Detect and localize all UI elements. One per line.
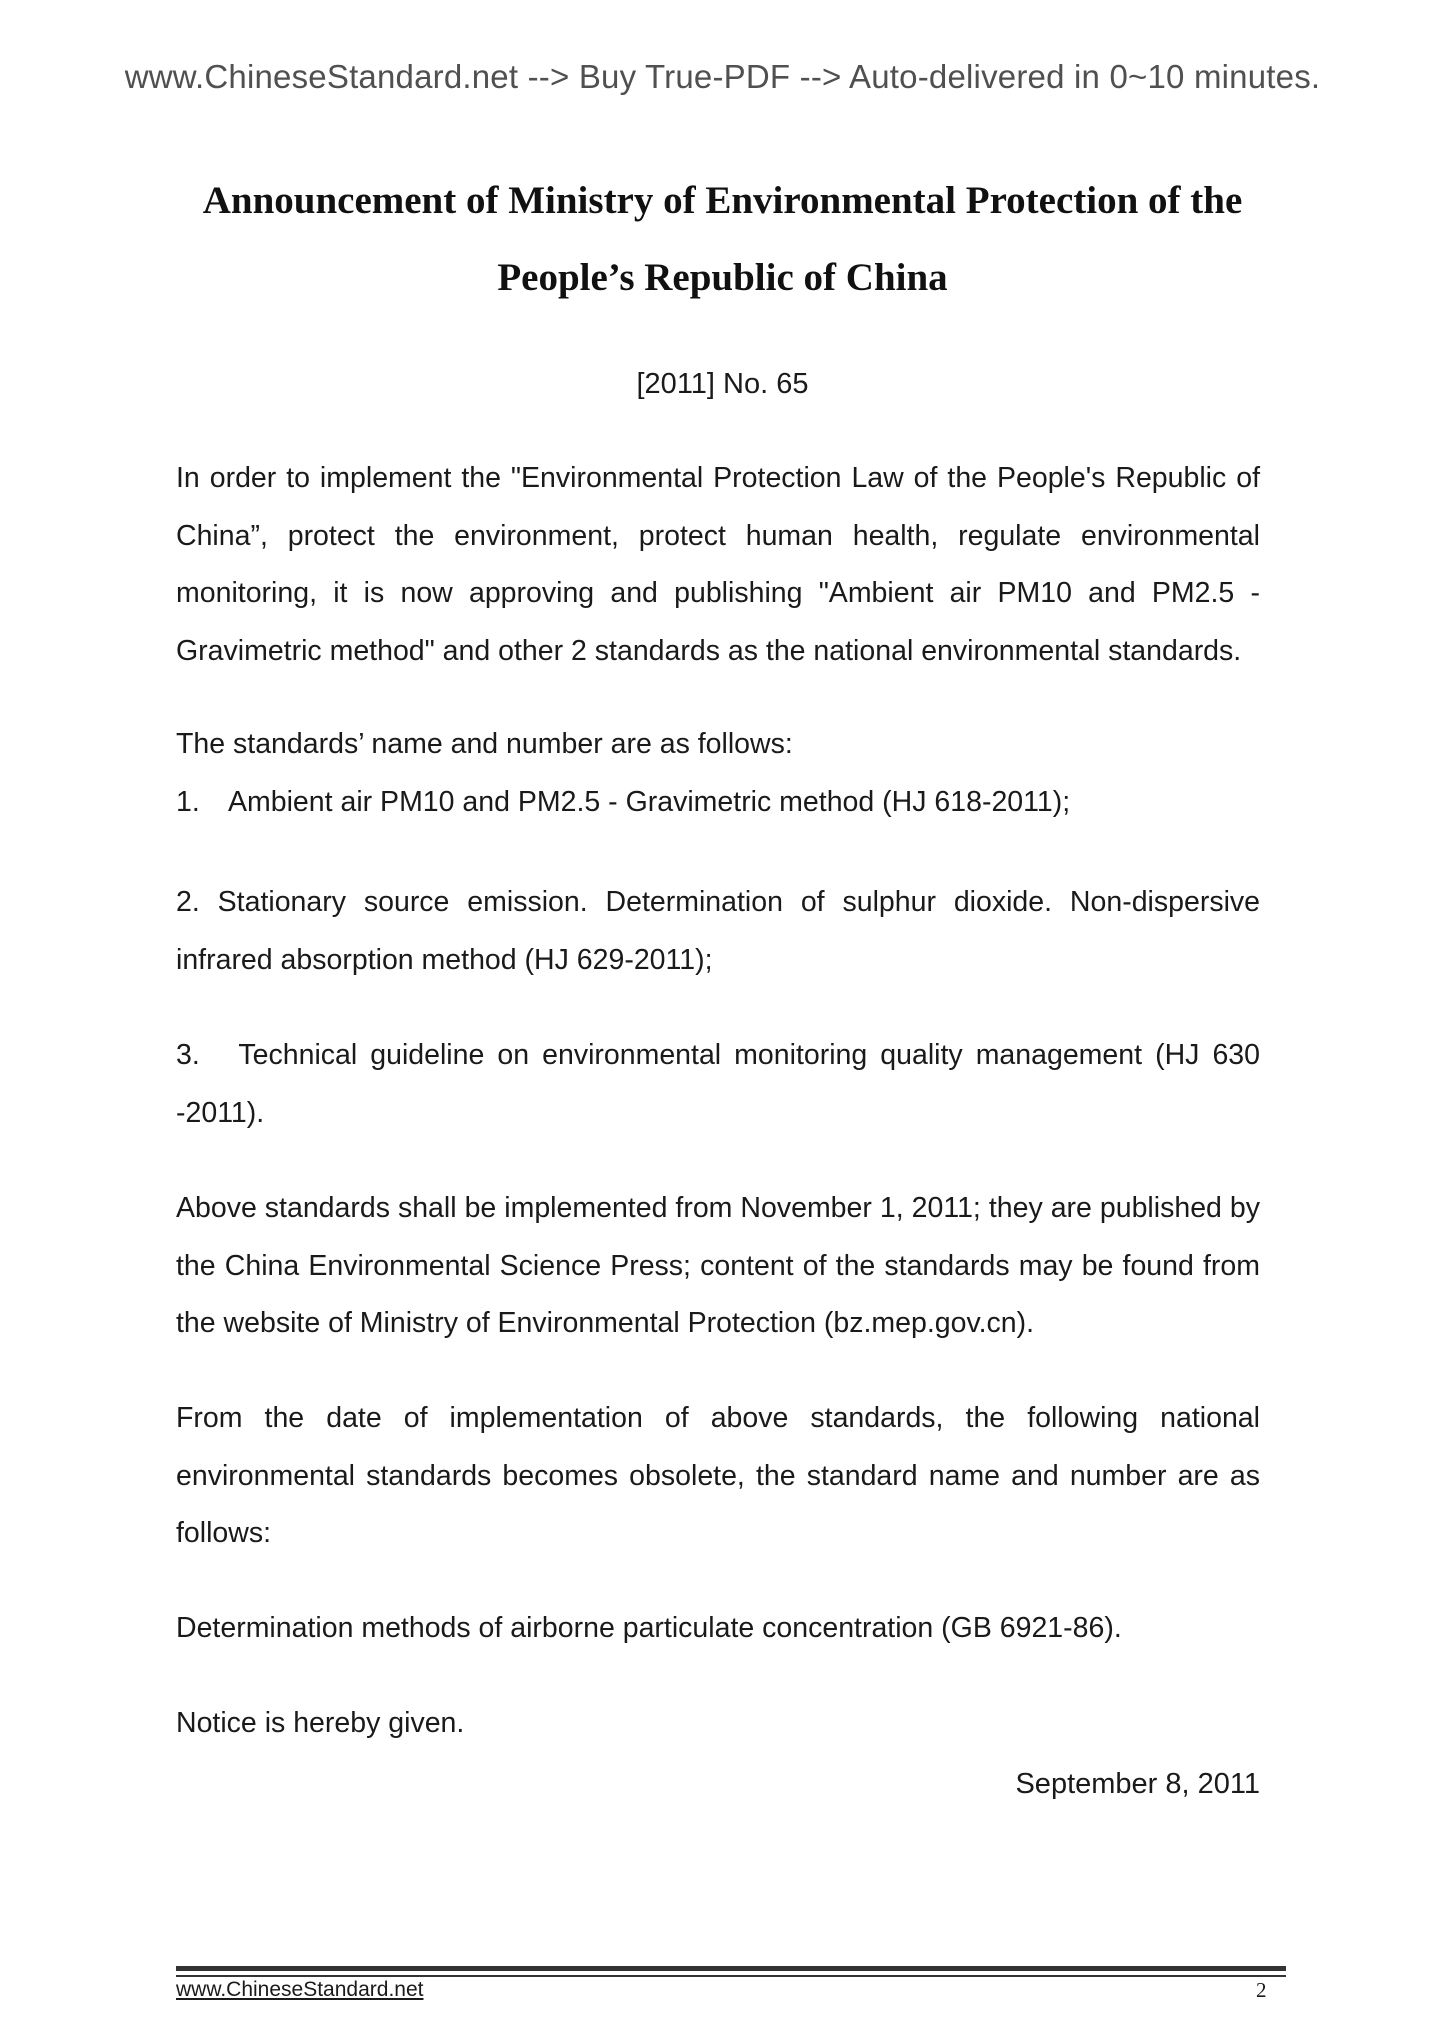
standard-item-2 bbox=[176, 874, 1260, 989]
footer-website-link[interactable]: www.ChineseStandard.net bbox=[176, 1978, 424, 2001]
standard-item-2-number: 2. bbox=[176, 886, 200, 918]
announcement-date: September 8, 2011 bbox=[1015, 1768, 1260, 1800]
notice-text: Notice is hereby given. bbox=[176, 1707, 465, 1739]
standard-item-1 bbox=[176, 774, 1260, 832]
document-title-line-2: People’s Republic of China bbox=[497, 256, 948, 299]
page-number: 2 bbox=[1256, 1978, 1267, 2002]
standard-item-1-text: Ambient air PM10 and PM2.5 - Gravimetric method (HJ 618-2011); bbox=[228, 786, 1071, 818]
document-number: [2011] No. 65 bbox=[636, 368, 809, 400]
footer-divider-thin bbox=[176, 1975, 1286, 1977]
footer-divider-thick bbox=[176, 1966, 1286, 1971]
intro-paragraph: In order to implement the "Environmental Protection Law of the People's Republic of China”, protect the environment, protect human health, regulate environmental monitoring, it is now approving and publishing "Ambient air PM10 and PM2.5 - Gravimetric method" and other 2 standards as the national environmental standards. bbox=[176, 462, 1260, 667]
standard-item-1-number: 1. bbox=[176, 786, 200, 818]
implementation-paragraph: Above standards shall be implemented from November 1, 2011; they are published by the China Environmental Science Press; content of the standards may be found from the website of Ministry of Environmental Protection (bz.mep.gov.cn). bbox=[176, 1192, 1260, 1339]
header-banner[interactable]: www.ChineseStandard.net --> Buy True-PDF --> Auto-delivered in 0~10 minutes. bbox=[124, 58, 1321, 95]
standards-heading: The standards’ name and number are as follows: bbox=[176, 728, 793, 760]
obsolete-standard: Determination methods of airborne particulate concentration (GB 6921-86). bbox=[176, 1612, 1122, 1644]
standard-item-3 bbox=[176, 1027, 1260, 1142]
document-title-line-1: Announcement of Ministry of Environmental Protection of the bbox=[202, 179, 1243, 222]
standard-item-3-number: 3. bbox=[176, 1039, 200, 1071]
standard-item-2-text: Stationary source emission. Determination of sulphur dioxide. Non-dispersive infrared absorption method (HJ 629-2011); bbox=[176, 886, 1261, 976]
obsolete-intro-paragraph: From the date of implementation of above standards, the following national environmental standards becomes obsolete, the standard name and number are as follows: bbox=[176, 1402, 1260, 1549]
standard-item-3-text: Technical guideline on environmental monitoring quality management (HJ 630 -2011). bbox=[176, 1039, 1260, 1129]
